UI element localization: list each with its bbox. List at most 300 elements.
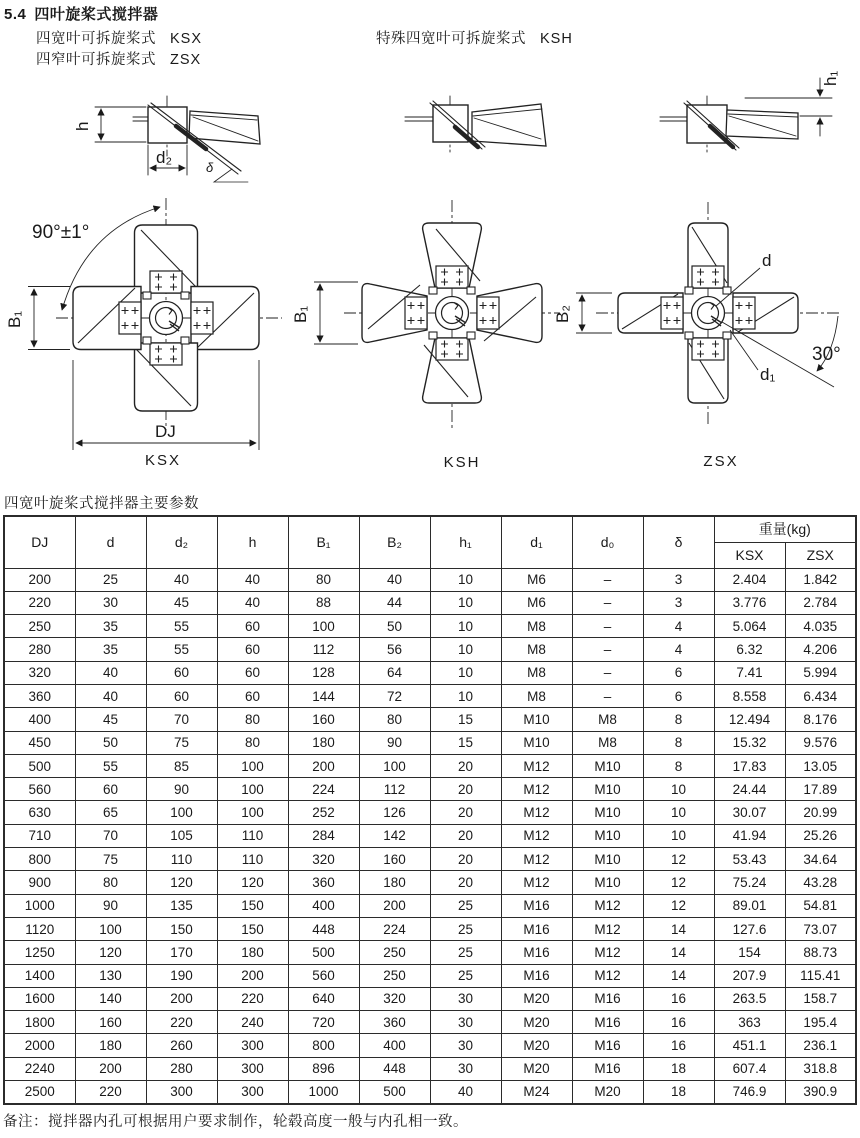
param-cell: 40 [146,568,217,591]
param-cell: 220 [75,1081,146,1104]
param-cell: 80 [288,568,359,591]
param-cell: 160 [288,708,359,731]
param-cell: 10 [430,684,501,707]
param-cell: M16 [501,917,572,940]
param-cell: 14 [643,917,714,940]
param-cell: M20 [501,987,572,1010]
dim-dj-label: DJ [155,422,176,441]
param-cell: 180 [75,1034,146,1057]
param-cell: 154 [714,941,785,964]
param-cell: 30 [430,1034,501,1057]
drawings-svg [0,60,860,490]
param-cell: 50 [359,615,430,638]
col-header-d0: d₀ [572,516,643,568]
param-cell: 4.035 [785,615,856,638]
table-title: 四宽叶旋桨式搅拌器主要参数 [4,496,199,512]
param-cell: 35 [75,615,146,638]
param-cell: 150 [146,917,217,940]
param-cell: 8.558 [714,684,785,707]
dim-d1-label: d₁ [760,365,776,384]
param-cell: 1400 [4,964,75,987]
param-cell: 630 [4,801,75,824]
param-cell: M8 [501,661,572,684]
param-cell: 448 [288,917,359,940]
param-cell: 60 [146,661,217,684]
param-cell: – [572,661,643,684]
param-cell: 20 [430,801,501,824]
param-cell: 120 [75,941,146,964]
col-header-d2: d₂ [146,516,217,568]
param-cell: 6 [643,684,714,707]
param-cell: M20 [501,1057,572,1080]
param-cell: 10 [643,801,714,824]
param-cell: 318.8 [785,1057,856,1080]
param-cell: 236.1 [785,1034,856,1057]
param-cell: 18 [643,1081,714,1104]
dim-h1-label: h₁ [821,70,840,86]
param-cell: 40 [217,568,288,591]
angle-90-label: 90°±1° [32,222,90,243]
table-row [4,1081,856,1104]
param-cell: 300 [217,1057,288,1080]
zsx-figure-label: ZSX [703,453,739,470]
param-cell: 54.81 [785,894,856,917]
param-cell: 55 [75,754,146,777]
col-header-weight: 重量(kg) [714,516,856,542]
param-cell: 400 [4,708,75,731]
section-title: 四叶旋桨式搅拌器 [34,6,159,23]
table-row [4,871,856,894]
param-cell: 12 [643,871,714,894]
param-cell: 200 [4,568,75,591]
subtitle-ksh-code: KSH [540,31,573,47]
param-cell: M12 [501,871,572,894]
col-header-d1: d₁ [501,516,572,568]
param-cell: M12 [572,941,643,964]
param-cell: M16 [572,1034,643,1057]
param-cell: 400 [288,894,359,917]
param-cell: 20 [430,871,501,894]
param-cell: M20 [501,1034,572,1057]
ksx-figure-label: KSX [144,452,182,469]
param-cell: 41.94 [714,824,785,847]
param-cell: 363 [714,1011,785,1034]
param-cell: 180 [288,731,359,754]
param-cell: 50 [75,731,146,754]
param-cell: 280 [146,1057,217,1080]
param-cell: 140 [75,987,146,1010]
param-cell: – [572,615,643,638]
side-view-ksh [405,96,546,152]
param-cell: M12 [572,964,643,987]
param-cell: 710 [4,824,75,847]
param-cell: 16 [643,1034,714,1057]
subtitle-ksx [36,27,202,48]
param-cell: 190 [146,964,217,987]
dim-b1-label: B₁ [5,310,24,328]
param-cell: 7.41 [714,661,785,684]
param-cell: 560 [4,778,75,801]
param-cell: 3 [643,568,714,591]
param-cell: 260 [146,1034,217,1057]
subtitle-ksh-label: 特殊四宽叶可拆旋桨式 [376,31,526,47]
param-cell: M12 [501,848,572,871]
param-cell: 135 [146,894,217,917]
page-title [4,3,158,24]
param-cell: M8 [501,615,572,638]
param-cell: 158.7 [785,987,856,1010]
col-header-weight-ksx: KSX [714,542,785,568]
param-cell: 75 [146,731,217,754]
param-cell: 20 [430,754,501,777]
param-cell: 60 [217,684,288,707]
param-cell: 144 [288,684,359,707]
param-cell: 200 [217,964,288,987]
param-cell: 252 [288,801,359,824]
param-cell: 40 [359,568,430,591]
param-cell: 10 [643,824,714,847]
param-cell: 44 [359,591,430,614]
param-cell: 12 [643,894,714,917]
front-view-zsx [553,202,842,470]
param-cell: 80 [217,708,288,731]
param-cell: M12 [501,824,572,847]
param-cell: 4 [643,615,714,638]
param-cell: 207.9 [714,964,785,987]
param-cell: 6.32 [714,638,785,661]
param-cell: 450 [4,731,75,754]
side-view-ksx [73,96,260,182]
param-cell: 73.07 [785,917,856,940]
param-cell: 60 [146,684,217,707]
param-cell: 15 [430,708,501,731]
param-cell: 64 [359,661,430,684]
table-row [4,1034,856,1057]
param-cell: 640 [288,987,359,1010]
param-cell: 220 [217,987,288,1010]
dim-d-label: d [762,251,772,270]
param-cell: 14 [643,941,714,964]
param-cell: 17.89 [785,778,856,801]
param-cell: 300 [146,1081,217,1104]
param-cell: 200 [75,1057,146,1080]
param-cell: 500 [288,941,359,964]
param-cell: 8 [643,731,714,754]
param-cell: 720 [288,1011,359,1034]
table-row [4,661,856,684]
param-cell: 10 [430,661,501,684]
param-cell: 250 [359,941,430,964]
param-cell: M10 [572,754,643,777]
param-cell: 6 [643,661,714,684]
param-cell: 14 [643,964,714,987]
param-cell: 128 [288,661,359,684]
param-cell: 2500 [4,1081,75,1104]
param-cell: M12 [501,778,572,801]
param-cell: 160 [359,848,430,871]
param-cell: 35 [75,638,146,661]
param-cell: 224 [288,778,359,801]
param-cell: 100 [359,754,430,777]
param-cell: 2.784 [785,591,856,614]
param-cell: 6.434 [785,684,856,707]
param-cell: M16 [501,964,572,987]
table-row [4,778,856,801]
param-cell: 1.842 [785,568,856,591]
param-cell: 160 [75,1011,146,1034]
param-cell: 170 [146,941,217,964]
table-row [4,638,856,661]
param-cell: – [572,684,643,707]
param-cell: 85 [146,754,217,777]
param-cell: 8.176 [785,708,856,731]
param-cell: 15.32 [714,731,785,754]
param-cell: 105 [146,824,217,847]
param-cell: 25 [430,917,501,940]
param-cell: 100 [146,801,217,824]
param-cell: 400 [359,1034,430,1057]
angle-30-label: 30° [812,344,841,365]
param-cell: 8 [643,754,714,777]
param-cell: 150 [217,894,288,917]
param-cell: M8 [501,638,572,661]
param-cell: 20 [430,824,501,847]
param-cell: 900 [4,871,75,894]
param-cell: 300 [217,1081,288,1104]
param-cell: 10 [430,568,501,591]
param-cell: M16 [501,894,572,917]
param-cell: 4.206 [785,638,856,661]
param-cell: 263.5 [714,987,785,1010]
param-cell: 80 [217,731,288,754]
param-cell: 25.26 [785,824,856,847]
param-cell: 89.01 [714,894,785,917]
param-cell: 16 [643,987,714,1010]
param-cell: – [572,638,643,661]
col-header-dj: DJ [4,516,75,568]
param-cell: M6 [501,568,572,591]
param-cell: 60 [217,638,288,661]
param-cell: 390.9 [785,1081,856,1104]
param-cell: 120 [217,871,288,894]
param-cell: M6 [501,591,572,614]
param-cell: 100 [217,778,288,801]
param-cell: 24.44 [714,778,785,801]
col-header-h1: h₁ [430,516,501,568]
param-cell: 25 [75,568,146,591]
param-cell: 8 [643,708,714,731]
param-cell: 10 [643,778,714,801]
param-cell: 1000 [4,894,75,917]
param-cell: M10 [501,708,572,731]
parameter-table [3,515,857,1105]
param-cell: 25 [430,894,501,917]
param-cell: M16 [572,1011,643,1034]
front-view-ksh [291,200,560,471]
param-cell: 75.24 [714,871,785,894]
param-cell: 280 [4,638,75,661]
param-cell: 500 [359,1081,430,1104]
param-cell: 110 [146,848,217,871]
section-number: 5.4 [4,6,27,23]
subtitle-ksx-label: 四宽叶可拆旋桨式 [36,31,156,47]
param-cell: 1120 [4,917,75,940]
param-cell: 360 [4,684,75,707]
table-row [4,1011,856,1034]
table-row [4,987,856,1010]
param-cell: M8 [572,731,643,754]
param-cell: M12 [572,894,643,917]
param-cell: 100 [217,754,288,777]
param-cell: 10 [430,615,501,638]
param-cell: 2.404 [714,568,785,591]
table-row [4,824,856,847]
subtitle-ksx-code: KSX [170,31,203,47]
param-cell: 10 [430,591,501,614]
param-cell: 75 [75,848,146,871]
col-header-h: h [217,516,288,568]
param-cell: 320 [359,987,430,1010]
table-row [4,848,856,871]
param-cell: 55 [146,638,217,661]
param-cell: 200 [359,894,430,917]
param-cell: 40 [217,591,288,614]
param-cell: 60 [217,661,288,684]
param-cell: 120 [146,871,217,894]
col-header-d: d [75,516,146,568]
param-cell: M12 [572,917,643,940]
dim-h-label: h [73,121,92,131]
parameter-table-header [4,516,856,568]
param-cell: 180 [359,871,430,894]
param-cell: 88 [288,591,359,614]
param-cell: 70 [75,824,146,847]
param-cell: 200 [288,754,359,777]
param-cell: 40 [430,1081,501,1104]
param-cell: 65 [75,801,146,824]
param-cell: 180 [217,941,288,964]
table-row [4,684,856,707]
param-cell: 115.41 [785,964,856,987]
param-cell: 25 [430,941,501,964]
param-cell: 5.064 [714,615,785,638]
param-cell: M10 [572,848,643,871]
col-header-b1: B₁ [288,516,359,568]
param-cell: 300 [217,1034,288,1057]
side-view-zsx [660,71,840,152]
footer-note: 备注：搅拌器内孔可根据用户要求制作，轮毂高度一般与内孔相一致。 [3,1114,468,1130]
param-cell: 30 [430,1011,501,1034]
param-cell: 43.28 [785,871,856,894]
param-cell: M10 [572,871,643,894]
dim-b2-label: B₂ [553,305,572,323]
param-cell: 607.4 [714,1057,785,1080]
param-cell: 112 [359,778,430,801]
param-cell: 2240 [4,1057,75,1080]
param-cell: 90 [75,894,146,917]
param-cell: 1800 [4,1011,75,1034]
dim-b1-ksh-label: B₁ [291,305,310,323]
param-cell: M20 [501,1011,572,1034]
param-cell: 90 [359,731,430,754]
param-cell: 142 [359,824,430,847]
param-cell: 34.64 [785,848,856,871]
param-cell: 224 [359,917,430,940]
param-cell: 112 [288,638,359,661]
col-header-weight-zsx: ZSX [785,542,856,568]
param-cell: 5.994 [785,661,856,684]
table-row [4,941,856,964]
table-row [4,708,856,731]
param-cell: M10 [572,778,643,801]
param-cell: 220 [146,1011,217,1034]
param-cell: 100 [75,917,146,940]
param-cell: 451.1 [714,1034,785,1057]
param-cell: 448 [359,1057,430,1080]
table-row [4,591,856,614]
param-cell: 60 [75,778,146,801]
param-cell: 17.83 [714,754,785,777]
param-cell: 9.576 [785,731,856,754]
param-cell: 360 [288,871,359,894]
table-row [4,894,856,917]
param-cell: 30.07 [714,801,785,824]
param-cell: 70 [146,708,217,731]
param-cell: 30 [430,1057,501,1080]
param-cell: 4 [643,638,714,661]
param-cell: 320 [288,848,359,871]
param-cell: 560 [288,964,359,987]
param-cell: 746.9 [714,1081,785,1104]
param-cell: – [572,591,643,614]
param-cell: 12.494 [714,708,785,731]
param-cell: 250 [4,615,75,638]
col-header-b2: B₂ [359,516,430,568]
table-row [4,568,856,591]
param-cell: M10 [501,731,572,754]
param-cell: 10 [430,638,501,661]
param-cell: 15 [430,731,501,754]
param-cell: M16 [572,1057,643,1080]
param-cell: 20 [430,778,501,801]
param-cell: 3.776 [714,591,785,614]
param-cell: 284 [288,824,359,847]
param-cell: 60 [217,615,288,638]
param-cell: M16 [572,987,643,1010]
param-cell: 127.6 [714,917,785,940]
param-cell: 40 [75,684,146,707]
param-cell: 80 [359,708,430,731]
param-cell: M10 [572,801,643,824]
param-cell: M20 [572,1081,643,1104]
param-cell: 30 [430,987,501,1010]
param-cell: 20 [430,848,501,871]
param-cell: 220 [4,591,75,614]
param-cell: 500 [4,754,75,777]
front-view-ksx [5,198,282,469]
param-cell: M10 [572,824,643,847]
param-cell: M12 [501,754,572,777]
ksh-figure-label: KSH [443,454,481,471]
dim-delta-label: δ [206,160,214,175]
param-cell: 40 [75,661,146,684]
param-cell: 360 [359,1011,430,1034]
table-row [4,964,856,987]
param-cell: 800 [4,848,75,871]
param-cell: 80 [75,871,146,894]
param-cell: 896 [288,1057,359,1080]
param-cell: M8 [501,684,572,707]
